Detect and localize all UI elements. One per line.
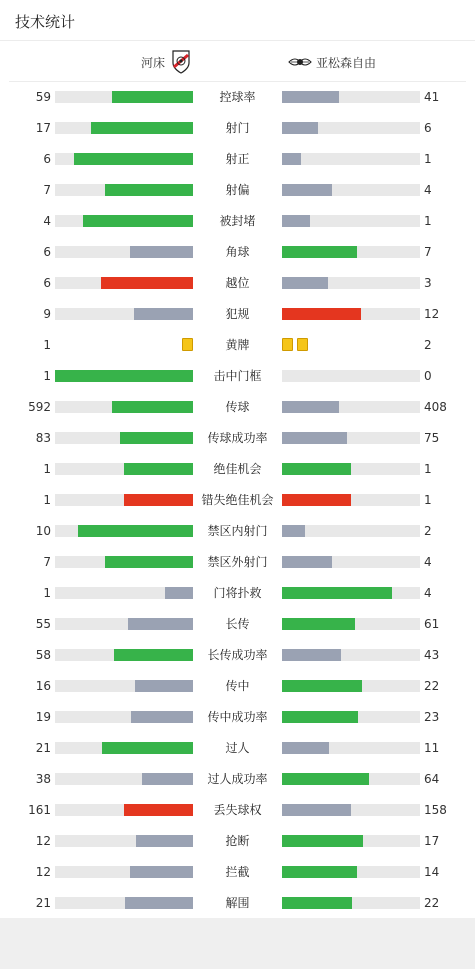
away-bar-fill xyxy=(282,494,351,506)
stat-label: 传中 xyxy=(225,679,250,693)
home-bar-fill xyxy=(114,649,193,661)
away-bar-track xyxy=(282,618,420,630)
home-bar-track xyxy=(55,308,193,320)
away-bar-fill xyxy=(282,897,352,909)
home-bar-fill xyxy=(112,401,193,413)
home-bar-track xyxy=(55,587,193,599)
home-bar-track xyxy=(55,618,193,630)
stat-label: 犯规 xyxy=(225,307,250,321)
stat-row xyxy=(0,555,475,569)
stat-row xyxy=(0,617,475,631)
away-bar-fill xyxy=(282,587,392,599)
away-bar-track xyxy=(282,711,420,723)
home-bar-track xyxy=(55,215,193,227)
home-bar-fill xyxy=(102,742,193,754)
home-bar-track xyxy=(55,463,193,475)
stat-row xyxy=(0,400,475,414)
away-bar-fill xyxy=(282,277,328,289)
home-bar-track xyxy=(55,246,193,258)
away-value: 23 xyxy=(424,710,440,724)
stat-label: 控球率 xyxy=(219,90,256,104)
away-value: 2 xyxy=(424,338,432,352)
stat-row xyxy=(0,865,475,879)
away-bar-fill xyxy=(282,680,362,692)
home-bar-fill xyxy=(165,587,193,599)
home-bar-track xyxy=(55,525,193,537)
home-bar-fill xyxy=(91,122,193,134)
home-value: 19 xyxy=(35,710,51,724)
away-bar-fill xyxy=(282,773,369,785)
home-bar-fill xyxy=(142,773,193,785)
home-bar-fill xyxy=(124,494,193,506)
away-value: 4 xyxy=(424,555,432,569)
stat-label: 长传 xyxy=(225,617,250,631)
home-value: 161 xyxy=(28,803,51,817)
away-bar-fill xyxy=(282,711,358,723)
stat-row xyxy=(0,648,475,662)
away-value: 3 xyxy=(424,276,432,290)
home-bar-track xyxy=(55,897,193,909)
stat-row xyxy=(0,803,475,817)
home-bar-track xyxy=(55,835,193,847)
stat-row xyxy=(0,710,475,724)
title-divider xyxy=(0,40,475,41)
home-bar-fill xyxy=(78,525,193,537)
away-value: 158 xyxy=(424,803,447,817)
away-bar-fill xyxy=(282,432,347,444)
away-value: 6 xyxy=(424,121,432,135)
home-team-name: 河床 xyxy=(141,55,166,70)
home-bar-track xyxy=(55,556,193,568)
home-value: 12 xyxy=(35,865,51,879)
away-bar-fill xyxy=(282,308,361,320)
stat-label: 解围 xyxy=(225,896,250,910)
stat-label: 击中门框 xyxy=(213,369,262,383)
stat-row xyxy=(0,431,475,445)
stat-row xyxy=(0,679,475,693)
home-value: 1 xyxy=(43,586,51,600)
away-value: 1 xyxy=(424,214,432,228)
away-value: 1 xyxy=(424,493,432,507)
away-bar-track xyxy=(282,184,420,196)
stat-row xyxy=(0,276,475,290)
home-bar-fill xyxy=(124,463,193,475)
home-bar-fill xyxy=(125,897,193,909)
away-bar-fill xyxy=(282,91,339,103)
away-bar-track xyxy=(282,215,420,227)
home-bar-fill xyxy=(105,556,193,568)
stat-row xyxy=(0,834,475,848)
away-bar-track xyxy=(282,556,420,568)
home-bar-fill xyxy=(124,804,193,816)
home-bar-track xyxy=(55,711,193,723)
yellow-card-icon xyxy=(297,338,308,351)
stat-row xyxy=(0,369,475,383)
home-bar-track xyxy=(55,184,193,196)
stat-label: 过人成功率 xyxy=(207,772,268,786)
yellow-card-icon xyxy=(182,338,193,351)
stat-label: 被封堵 xyxy=(219,214,256,228)
stat-row xyxy=(0,493,475,507)
away-value: 41 xyxy=(424,90,440,104)
home-bar-track xyxy=(55,773,193,785)
away-yellow-cards xyxy=(282,338,308,352)
stat-row xyxy=(0,214,475,228)
away-bar-fill xyxy=(282,649,341,661)
stat-row xyxy=(0,307,475,321)
away-bar-track xyxy=(282,587,420,599)
home-bar-track xyxy=(55,370,193,382)
away-bar-fill xyxy=(282,184,332,196)
away-bar-fill xyxy=(282,742,329,754)
away-bar-track xyxy=(282,773,420,785)
stat-label: 绝佳机会 xyxy=(213,462,262,476)
away-value: 11 xyxy=(424,741,440,755)
away-value: 75 xyxy=(424,431,440,445)
home-value: 1 xyxy=(43,338,51,352)
away-bar-track xyxy=(282,91,420,103)
home-bar-fill xyxy=(135,680,193,692)
home-value: 83 xyxy=(35,431,51,445)
away-bar-fill xyxy=(282,556,332,568)
stat-row xyxy=(0,896,475,910)
home-value: 59 xyxy=(35,90,51,104)
home-value: 1 xyxy=(43,462,51,476)
stat-row xyxy=(0,245,475,259)
away-value: 2 xyxy=(424,524,432,538)
stat-row xyxy=(0,524,475,538)
stat-row xyxy=(0,741,475,755)
home-value: 1 xyxy=(43,369,51,383)
away-team-name: 亚松森自由 xyxy=(316,55,377,70)
stat-row xyxy=(0,90,475,104)
away-value: 22 xyxy=(424,896,440,910)
home-bar-fill xyxy=(101,277,193,289)
away-team[interactable] xyxy=(288,50,376,74)
home-bar-track xyxy=(55,432,193,444)
away-bar-track xyxy=(282,835,420,847)
away-value: 7 xyxy=(424,245,432,259)
home-value: 12 xyxy=(35,834,51,848)
home-bar-track xyxy=(55,401,193,413)
stat-row xyxy=(0,121,475,135)
stat-label: 射偏 xyxy=(225,183,250,197)
home-bar-track xyxy=(55,649,193,661)
stat-label: 禁区外射门 xyxy=(207,555,268,569)
home-bar-track xyxy=(55,277,193,289)
stat-label: 越位 xyxy=(225,276,250,290)
away-value: 61 xyxy=(424,617,440,631)
stat-row xyxy=(0,586,475,600)
home-value: 6 xyxy=(43,245,51,259)
home-bar-fill xyxy=(112,91,193,103)
stat-row xyxy=(0,338,475,352)
away-value: 64 xyxy=(424,772,440,786)
away-bar-track xyxy=(282,463,420,475)
home-value: 592 xyxy=(28,400,51,414)
yellow-card-icon xyxy=(282,338,293,351)
home-bar-fill xyxy=(131,711,193,723)
away-bar-fill xyxy=(282,835,363,847)
away-bar-track xyxy=(282,680,420,692)
home-bar-fill xyxy=(74,153,193,165)
stat-row xyxy=(0,772,475,786)
away-bar-fill xyxy=(282,618,355,630)
away-bar-track xyxy=(282,804,420,816)
away-bar-track xyxy=(282,370,420,382)
away-value: 17 xyxy=(424,834,440,848)
away-bar-track xyxy=(282,494,420,506)
page-title: 技术统计 xyxy=(15,13,76,31)
away-bar-fill xyxy=(282,122,318,134)
home-bar-track xyxy=(55,866,193,878)
away-bar-track xyxy=(282,525,420,537)
river-plate-badge-icon xyxy=(171,50,191,74)
home-bar-fill xyxy=(128,618,193,630)
home-bar-fill xyxy=(83,215,193,227)
home-bar-track xyxy=(55,122,193,134)
away-value: 1 xyxy=(424,462,432,476)
away-bar-track xyxy=(282,153,420,165)
away-value: 14 xyxy=(424,865,440,879)
home-bar-fill xyxy=(105,184,193,196)
header-divider xyxy=(9,81,466,82)
away-bar-fill xyxy=(282,246,357,258)
away-bar-track xyxy=(282,742,420,754)
home-bar-fill xyxy=(134,308,193,320)
home-bar-fill xyxy=(136,835,193,847)
away-bar-track xyxy=(282,401,420,413)
home-value: 6 xyxy=(43,276,51,290)
stat-label: 过人 xyxy=(225,741,250,755)
home-bar-track xyxy=(55,91,193,103)
home-value: 38 xyxy=(35,772,51,786)
stat-label: 射正 xyxy=(225,152,250,166)
away-value: 1 xyxy=(424,152,432,166)
home-bar-fill xyxy=(130,866,193,878)
home-value: 4 xyxy=(43,214,51,228)
away-value: 4 xyxy=(424,183,432,197)
home-team[interactable] xyxy=(141,50,191,74)
home-bar-track xyxy=(55,804,193,816)
away-bar-track xyxy=(282,277,420,289)
home-value: 1 xyxy=(43,493,51,507)
stat-row xyxy=(0,462,475,476)
stat-label: 传中成功率 xyxy=(207,710,268,724)
away-bar-fill xyxy=(282,401,339,413)
stat-label: 抢断 xyxy=(225,834,250,848)
home-value: 17 xyxy=(35,121,51,135)
home-value: 55 xyxy=(35,617,51,631)
away-bar-track xyxy=(282,308,420,320)
away-bar-fill xyxy=(282,215,310,227)
stat-label: 拦截 xyxy=(225,865,250,879)
away-bar-track xyxy=(282,649,420,661)
home-value: 7 xyxy=(43,555,51,569)
home-bar-track xyxy=(55,742,193,754)
stat-row xyxy=(0,183,475,197)
stat-label: 射门 xyxy=(225,121,250,135)
stat-label: 传球 xyxy=(225,400,250,414)
home-bar-fill xyxy=(130,246,193,258)
away-bar-fill xyxy=(282,463,351,475)
away-bar-fill xyxy=(282,804,351,816)
home-bar-track xyxy=(55,680,193,692)
stat-label: 错失绝佳机会 xyxy=(201,493,274,507)
home-value: 7 xyxy=(43,183,51,197)
home-value: 21 xyxy=(35,896,51,910)
away-bar-track xyxy=(282,866,420,878)
home-value: 6 xyxy=(43,152,51,166)
away-bar-track xyxy=(282,897,420,909)
away-bar-fill xyxy=(282,866,357,878)
away-value: 0 xyxy=(424,369,432,383)
away-bar-fill xyxy=(282,525,305,537)
home-value: 21 xyxy=(35,741,51,755)
stat-row xyxy=(0,152,475,166)
home-value: 10 xyxy=(35,524,51,538)
home-bar-fill xyxy=(55,370,193,382)
away-value: 12 xyxy=(424,307,440,321)
stat-label: 门将扑救 xyxy=(213,586,262,600)
away-value: 408 xyxy=(424,400,447,414)
home-value: 9 xyxy=(43,307,51,321)
home-bar-track xyxy=(55,494,193,506)
stat-label: 角球 xyxy=(225,245,250,259)
libertad-badge-icon xyxy=(288,55,312,69)
home-yellow-cards xyxy=(182,338,193,352)
away-value: 43 xyxy=(424,648,440,662)
home-value: 16 xyxy=(35,679,51,693)
stat-label: 禁区内射门 xyxy=(207,524,268,538)
away-value: 4 xyxy=(424,586,432,600)
away-bar-fill xyxy=(282,153,301,165)
stat-label: 传球成功率 xyxy=(207,431,268,445)
stat-label: 长传成功率 xyxy=(207,648,268,662)
away-bar-track xyxy=(282,122,420,134)
home-bar-track xyxy=(55,153,193,165)
stat-label: 黄牌 xyxy=(225,338,250,352)
home-value: 58 xyxy=(35,648,51,662)
away-bar-track xyxy=(282,246,420,258)
away-bar-track xyxy=(282,432,420,444)
home-bar-fill xyxy=(120,432,193,444)
away-value: 22 xyxy=(424,679,440,693)
stat-label: 丢失球权 xyxy=(213,803,262,817)
